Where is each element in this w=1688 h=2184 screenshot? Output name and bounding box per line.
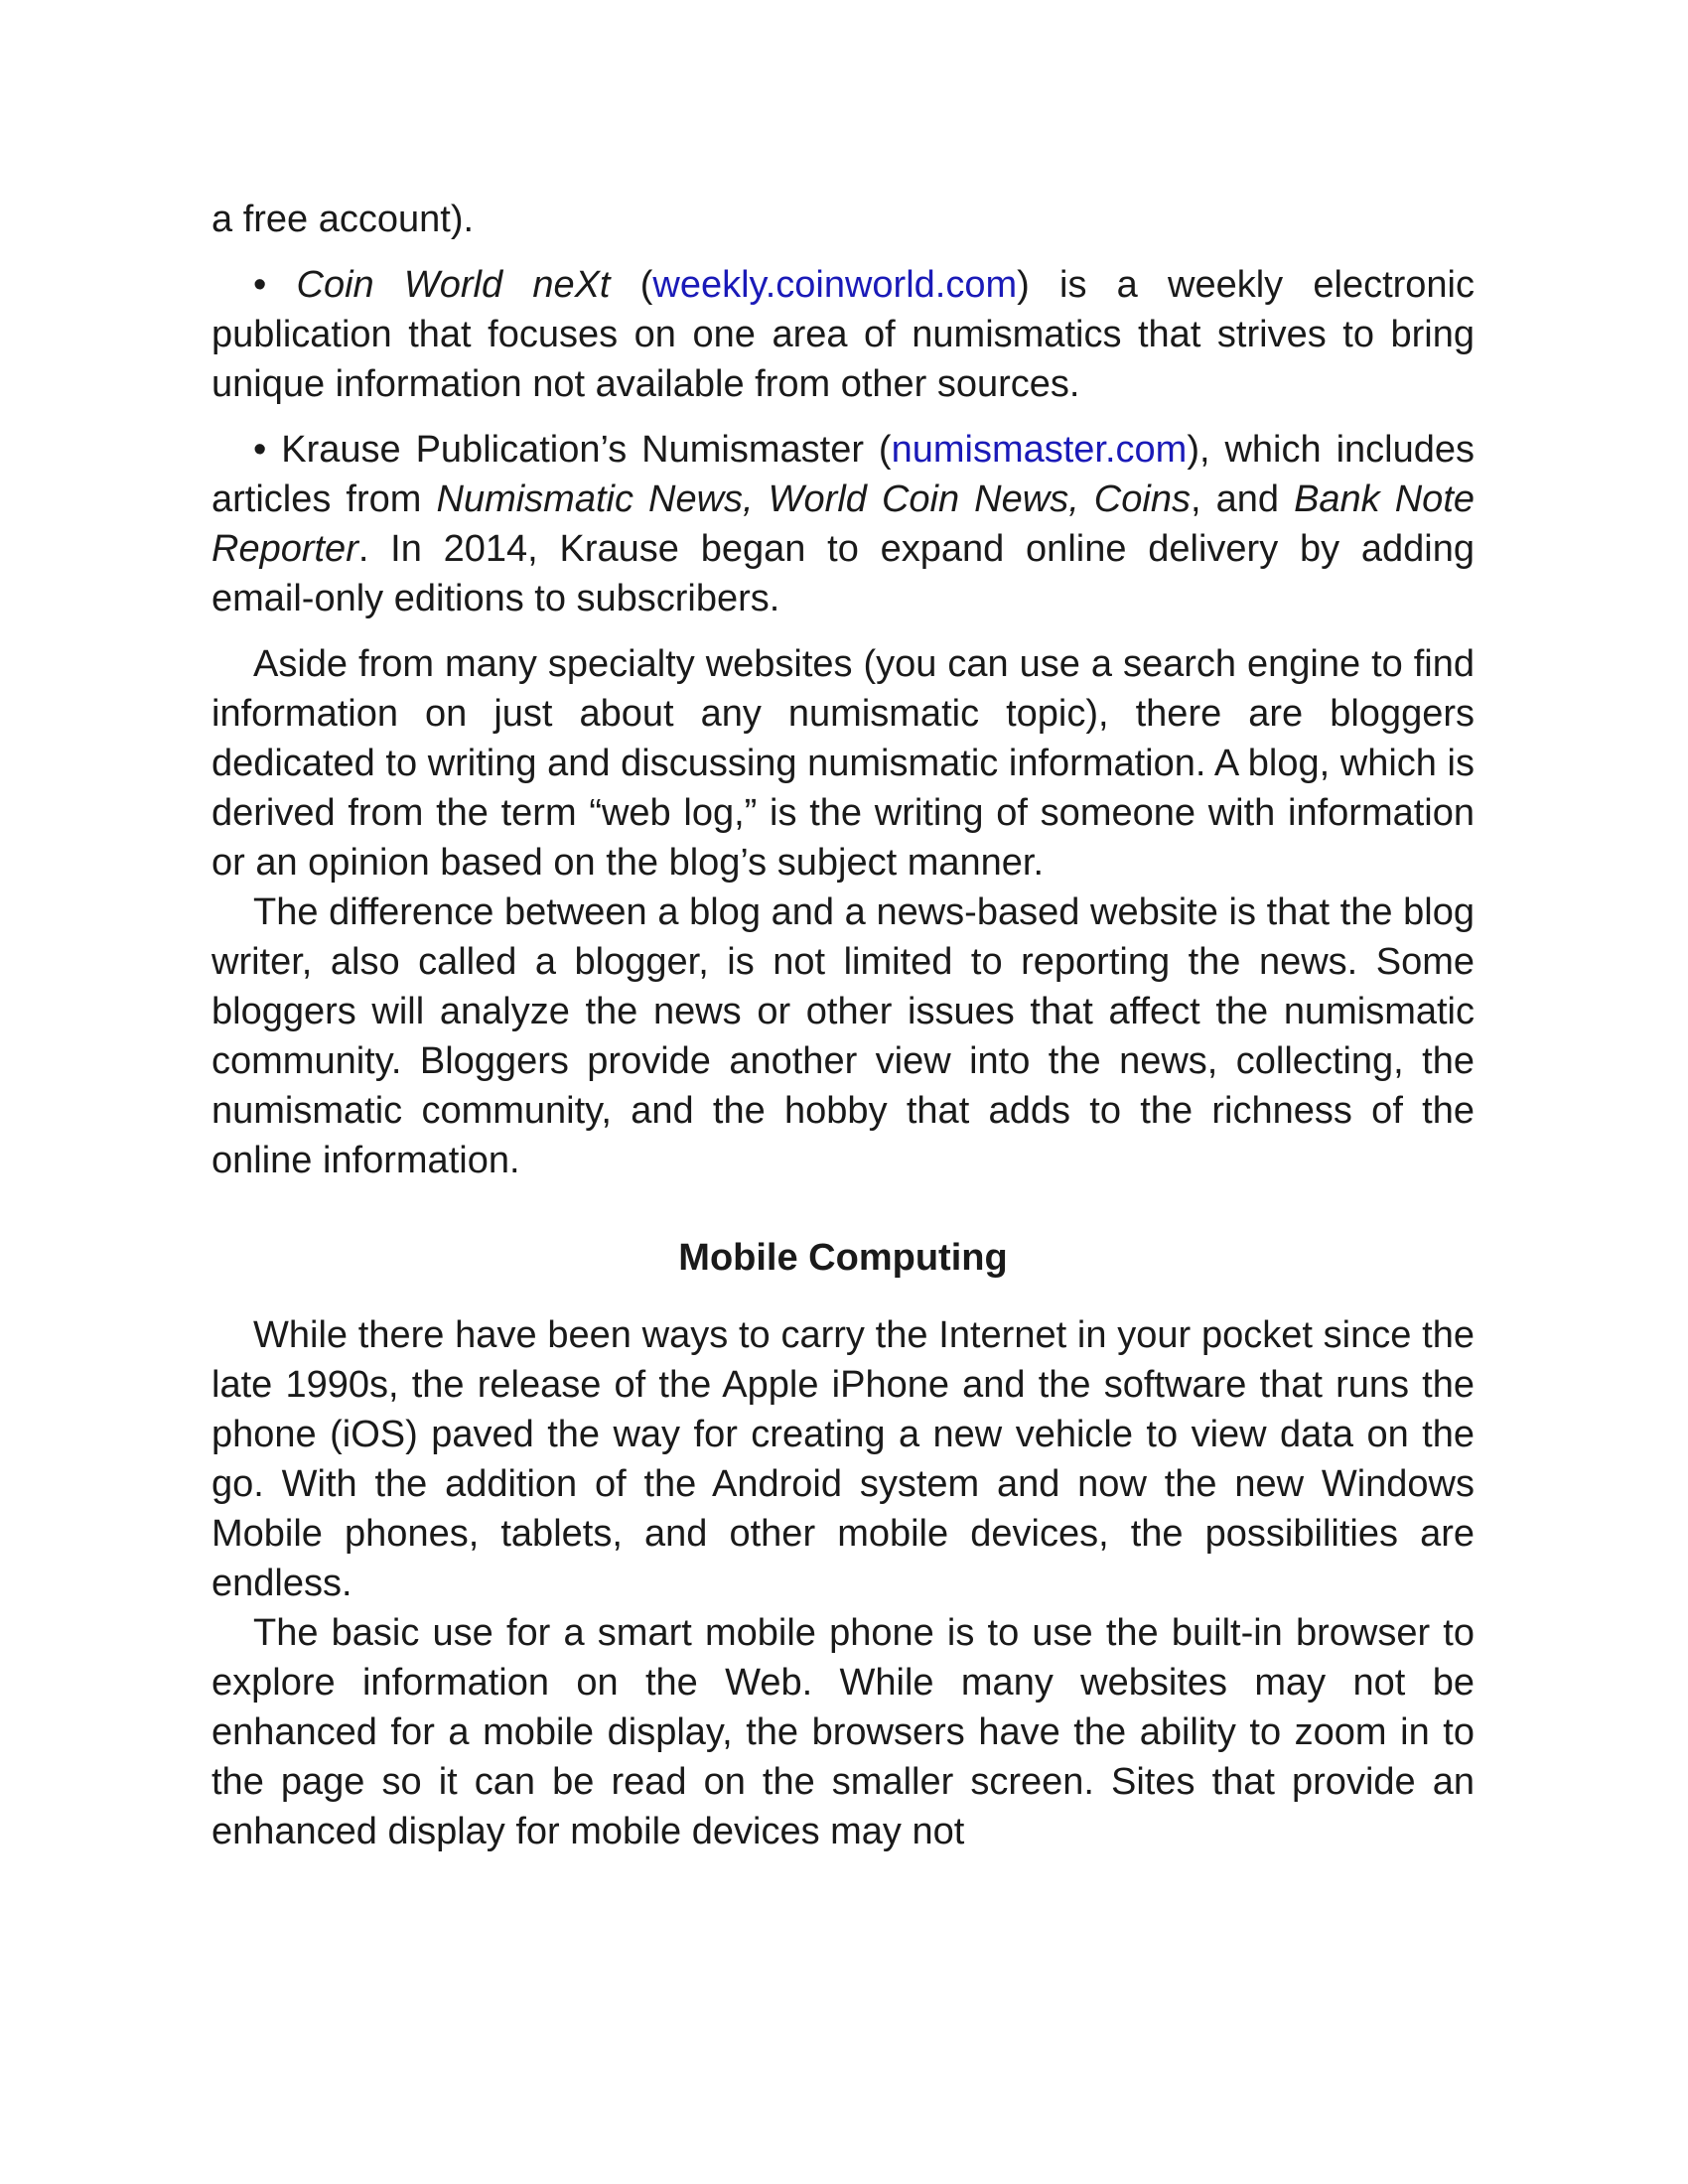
paragraph-text: The basic use for a smart mobile phone is to use the built-in browser to explore information on the Web. While many websites may not be enhanced for a mobile display, the browsers have the ability to zoom in to the page so it can be read on the smaller screen. Sites that provide an enhanced display for mobile devices may not <box>211 1612 1475 1852</box>
section-heading: Mobile Computing <box>678 1237 1008 1279</box>
publication-titles: Numismatic News, World Coin News, Coins <box>436 478 1191 520</box>
paragraph-text: While there have been ways to carry the Internet in your pocket since the late 1990s, the release of the Apple iPhone and the software that runs the phone (iOS) paved the way for creating a new vehicle to view data on the go. With the addition of the Android system and now the new Windows Mobile phones, tablets, and other mobile devices, the possibilities are endless. <box>211 1314 1475 1604</box>
paragraph-mobile-intro <box>211 1310 1475 1608</box>
coinworld-link[interactable]: weekly.coinworld.com <box>652 264 1018 306</box>
paragraph-blog-difference <box>211 887 1475 1185</box>
bullet-numismaster <box>211 425 1475 623</box>
bullet-text-rest: . In 2014, Krause began to expand online delivery by adding email-only editions to subscribers. <box>211 528 1475 619</box>
document-page <box>211 195 1475 1856</box>
paragraph-text: Aside from many specialty websites (you can use a search engine to find information on just about any numismatic topic), there are bloggers dedicated to writing and discussing numismatic information. A blog, which is derived from the term “web log,” is the writing of someone with information or an opinion based on the blog’s subject manner. <box>211 643 1475 884</box>
bullet-text: ) is a weekly electronic publication that focuses on one area of numismatics that strives to bring unique information not available from other sources. <box>211 264 1475 405</box>
paragraph-mobile-browser <box>211 1608 1475 1856</box>
paragraph-blogs <box>211 639 1475 887</box>
bullet-text-and: , and <box>1190 478 1295 520</box>
paragraph-text: The difference between a blog and a news-based website is that the blog writer, also called a blogger, is not limited to reporting the news. Some bloggers will analyze the news or other issues that affect the numismatic community. Bloggers provide another view into the news, collecting, the numismatic community, and the hobby that adds to the richness of the online information. <box>211 891 1475 1181</box>
paren-open: ( <box>610 264 653 306</box>
bullet-coin-world-next <box>211 260 1475 409</box>
paragraph-text: a free account). <box>211 199 475 240</box>
bullet-marker: • <box>253 264 297 306</box>
paragraph-continuation <box>211 195 1475 244</box>
numismaster-link[interactable]: numismaster.com <box>891 429 1188 471</box>
publication-title-bank-note: Bank Note Reporter <box>211 478 1476 570</box>
bullet-text-mid: ), which includes articles from <box>211 429 1475 520</box>
publication-title: Coin World neXt <box>296 264 611 306</box>
bullet-lead: • Krause Publication’s Numismaster ( <box>253 429 892 471</box>
